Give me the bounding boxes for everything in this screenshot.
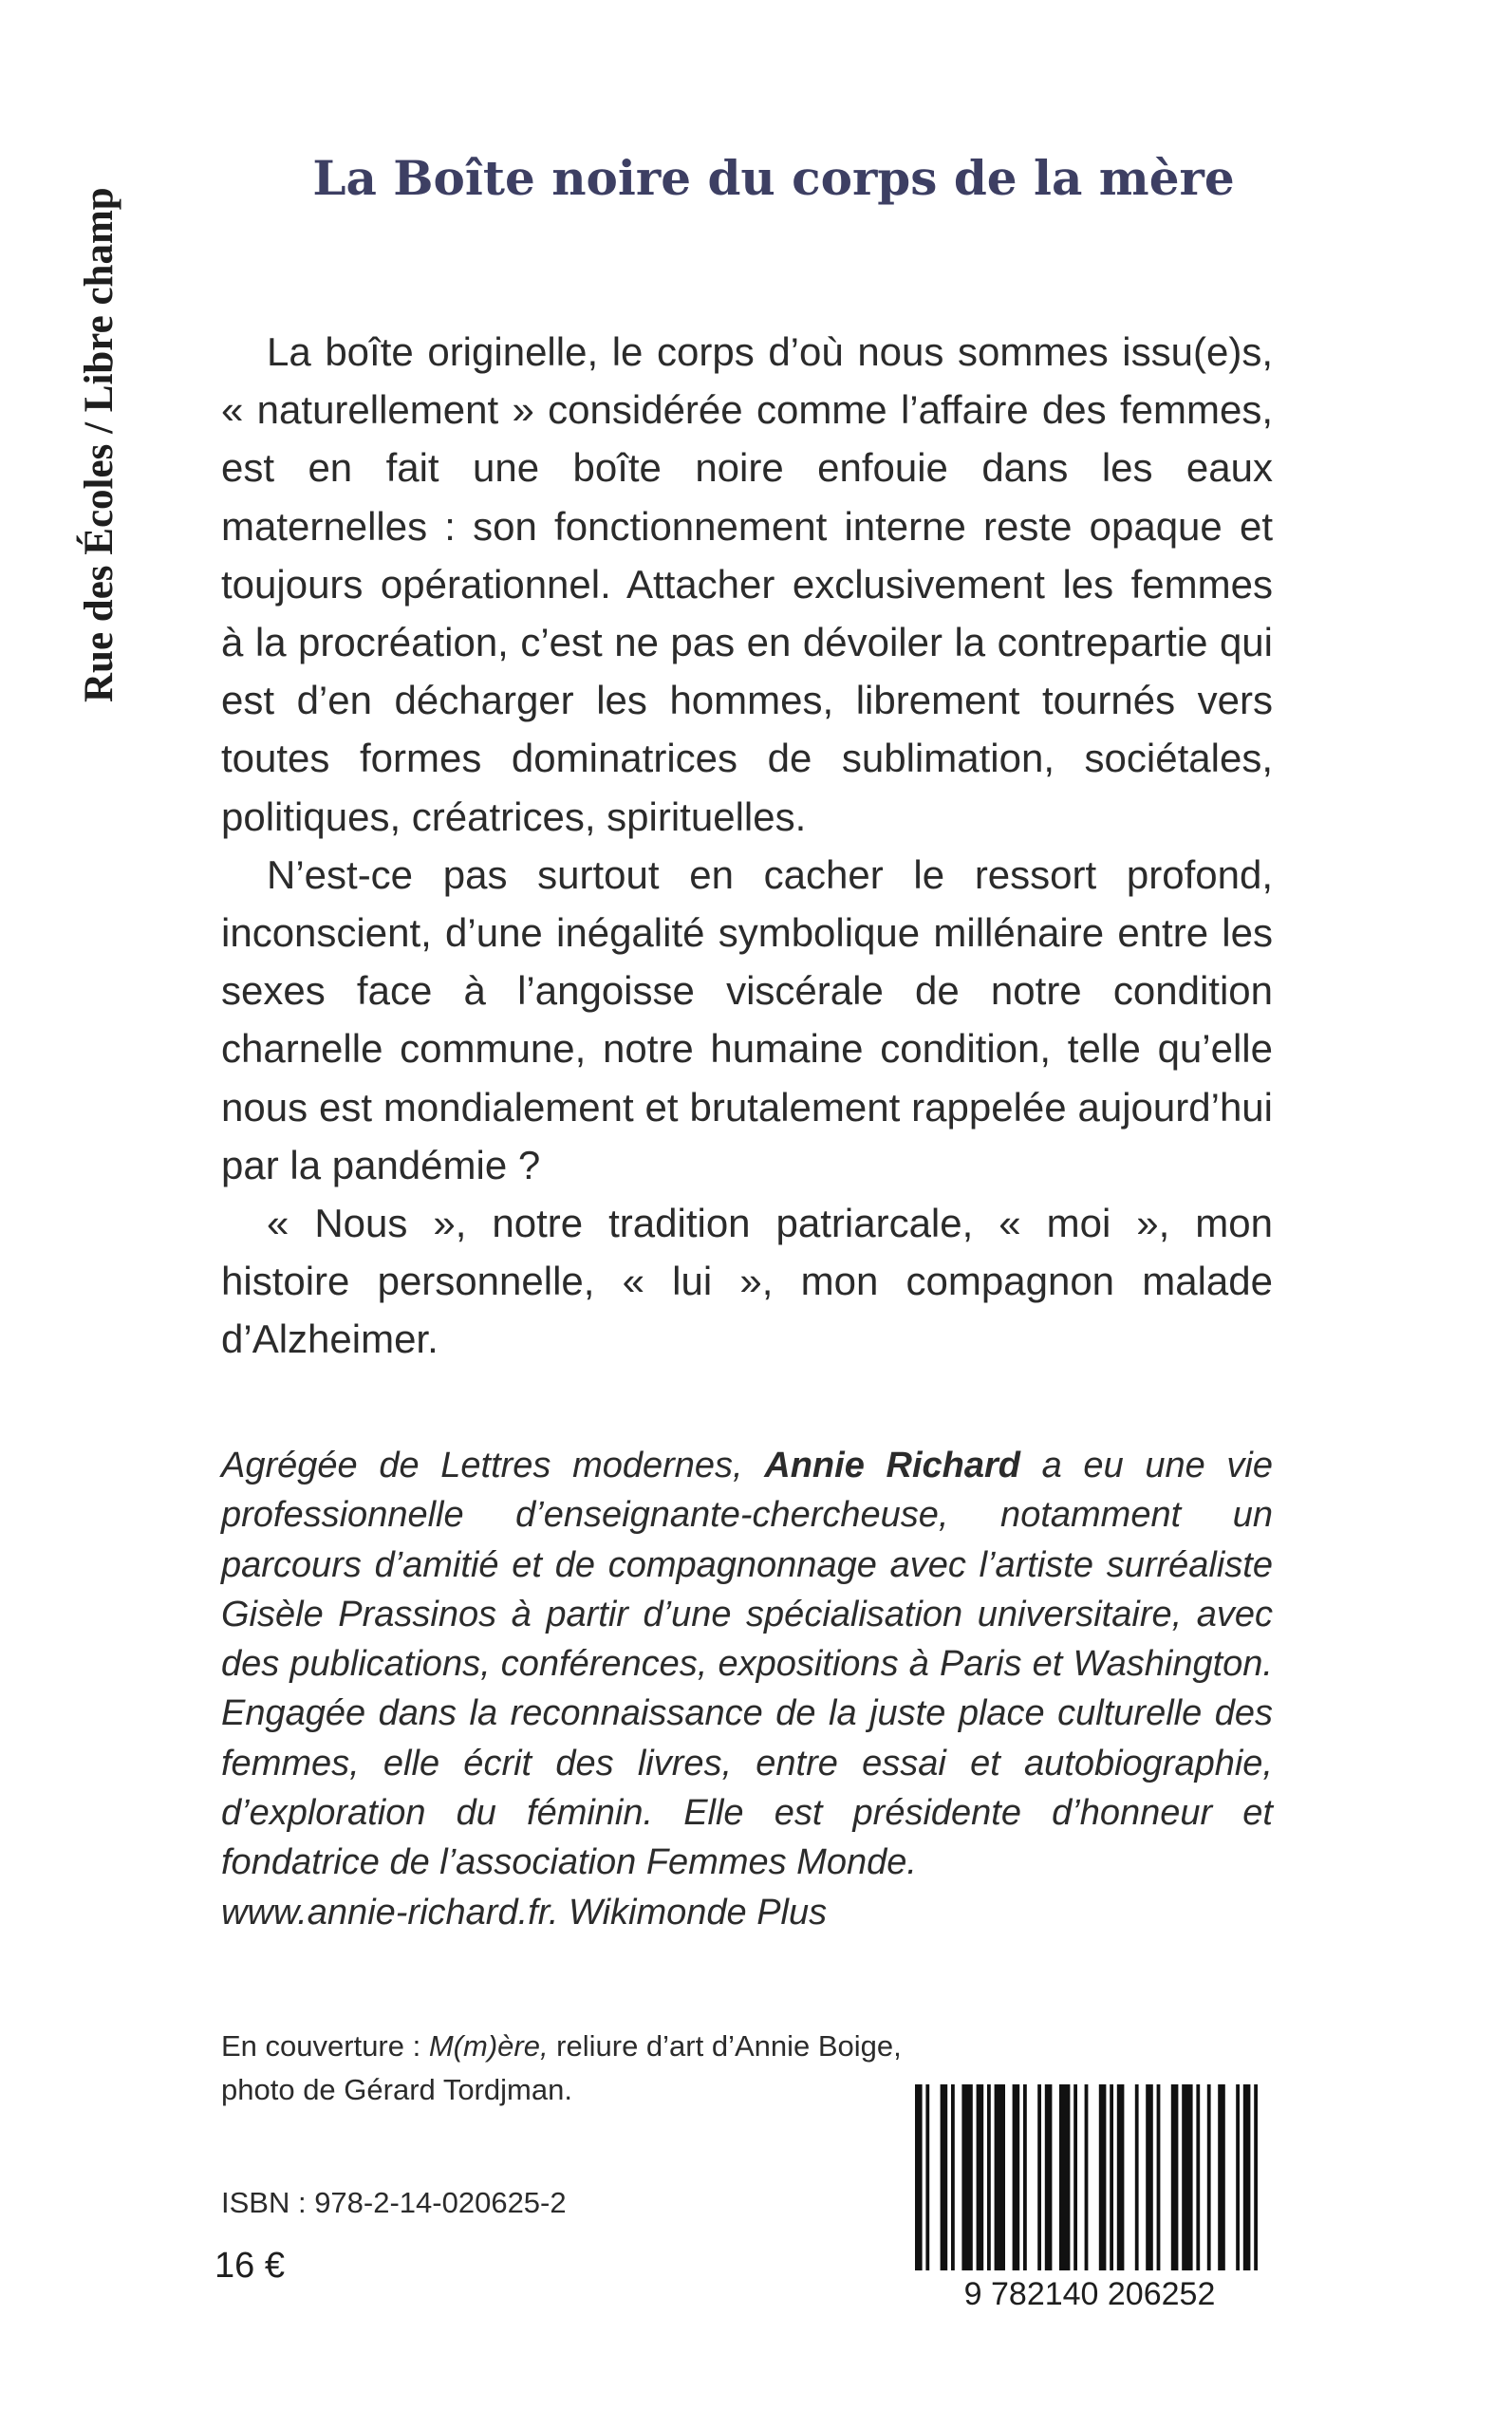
barcode-digits: 9 782140 206252 — [963, 2276, 1216, 2312]
barcode-bar — [1013, 2084, 1020, 2270]
author-bio — [221, 1441, 1273, 1937]
barcode-bar — [1045, 2084, 1053, 2270]
barcode-bar — [1037, 2084, 1041, 2270]
summary-paragraph: « Nous », notre tradition patriarcale, « moi », mon histoire personnelle, « lui », mon compagnon malade d’Alzheimer. — [221, 1201, 1273, 1362]
cover-credit-rest: reliure d’art d’Annie Boige, — [548, 2029, 902, 2063]
barcode-bar — [1236, 2084, 1240, 2270]
barcode-bar — [995, 2084, 1005, 2270]
book-title: La Boîte noire du corps de la mère — [312, 150, 1235, 206]
isbn-barcode — [909, 2084, 1270, 2312]
barcode-bar — [1196, 2084, 1200, 2270]
barcode-bar — [1207, 2084, 1211, 2270]
barcode-bar — [1085, 2084, 1089, 2270]
isbn-text: ISBN : 978-2-14-020625-2 — [221, 2186, 567, 2219]
series-spine-label: Rue des Écoles / Libre champ — [77, 187, 121, 702]
barcode-bar — [1254, 2084, 1258, 2270]
barcode-bar — [1073, 2084, 1077, 2270]
cover-work-title: M(m)ère, — [428, 2029, 549, 2063]
bio-body: a eu une vie professionnelle d’enseignante-chercheuse, notamment un parcours d’amitié et de compagnonnage avec l’artiste surréaliste Gisèle Prassinos à partir d’une spécialisation universitaire, avec des publications, conférences, expositions à Paris et Washington. Engagée dans la reconnaissance de la juste place culturelle des femmes, elle écrit des livres, entre essai et autobiographie, d’exploration du féminin. Elle est présidente d’honneur et fondatrice de l’association Femmes Monde. — [221, 1446, 1273, 1883]
barcode-bar — [1135, 2084, 1139, 2270]
barcode-bar — [1110, 2084, 1113, 2270]
barcode-bar — [1218, 2084, 1225, 2270]
barcode-bar — [951, 2084, 955, 2270]
barcode-bars — [915, 2084, 1258, 2270]
summary-paragraph: N’est-ce pas surtout en cacher le ressort profond, inconscient, d’une inégalité symbolique millénaire entre les sexes face à l’angoisse viscérale de notre condition charnelle commune, notre humaine condition, telle qu’elle nous est mondialement et brutalement rappelée aujourd’hui par la pandémie ? — [221, 851, 1273, 1187]
barcode-bar — [1171, 2084, 1179, 2270]
author-name: Annie Richard — [764, 1446, 1020, 1485]
barcode-bar — [1243, 2084, 1251, 2270]
barcode-bar — [977, 2084, 984, 2270]
cover-credit-prefix: En couverture : — [221, 2029, 429, 2063]
barcode-bar — [941, 2084, 948, 2270]
author-links: www.annie-richard.fr. Wikimonde Plus — [221, 1892, 828, 1933]
book-summary — [221, 323, 1273, 1369]
barcode-bar — [961, 2084, 972, 2270]
barcode-bar — [1146, 2084, 1153, 2270]
barcode-bar — [1182, 2084, 1192, 2270]
barcode-bar — [1117, 2084, 1125, 2270]
barcode-bar — [1099, 2084, 1107, 2270]
barcode-bar — [1059, 2084, 1070, 2270]
barcode-bar — [987, 2084, 991, 2270]
summary-paragraph: La boîte originelle, le corps d’où nous sommes issu(e)s, « naturellement » considérée comme l’affaire des femmes, est en fait une boîte noire enfouie dans les eaux maternelles : son fonctionnement interne reste opaque et toujours opérationnel. Attacher exclusivement les femmes à la procréation, c’est ne pas en dévoiler la contrepartie qui est d’en décharger les hommes, librement tournés vers toutes formes dominatrices de sublimation, sociétales, politiques, créatrices, spirituelles. — [221, 329, 1273, 839]
barcode-bar — [1157, 2084, 1161, 2270]
cover-photo-credit: photo de Gérard Tordjman. — [221, 2073, 572, 2106]
price-text: 16 € — [215, 2246, 285, 2286]
barcode-bar — [925, 2084, 929, 2270]
barcode-bar — [1023, 2084, 1027, 2270]
bio-prefix: Agrégée de Lettres modernes, — [221, 1446, 765, 1485]
barcode-bar — [915, 2084, 923, 2270]
